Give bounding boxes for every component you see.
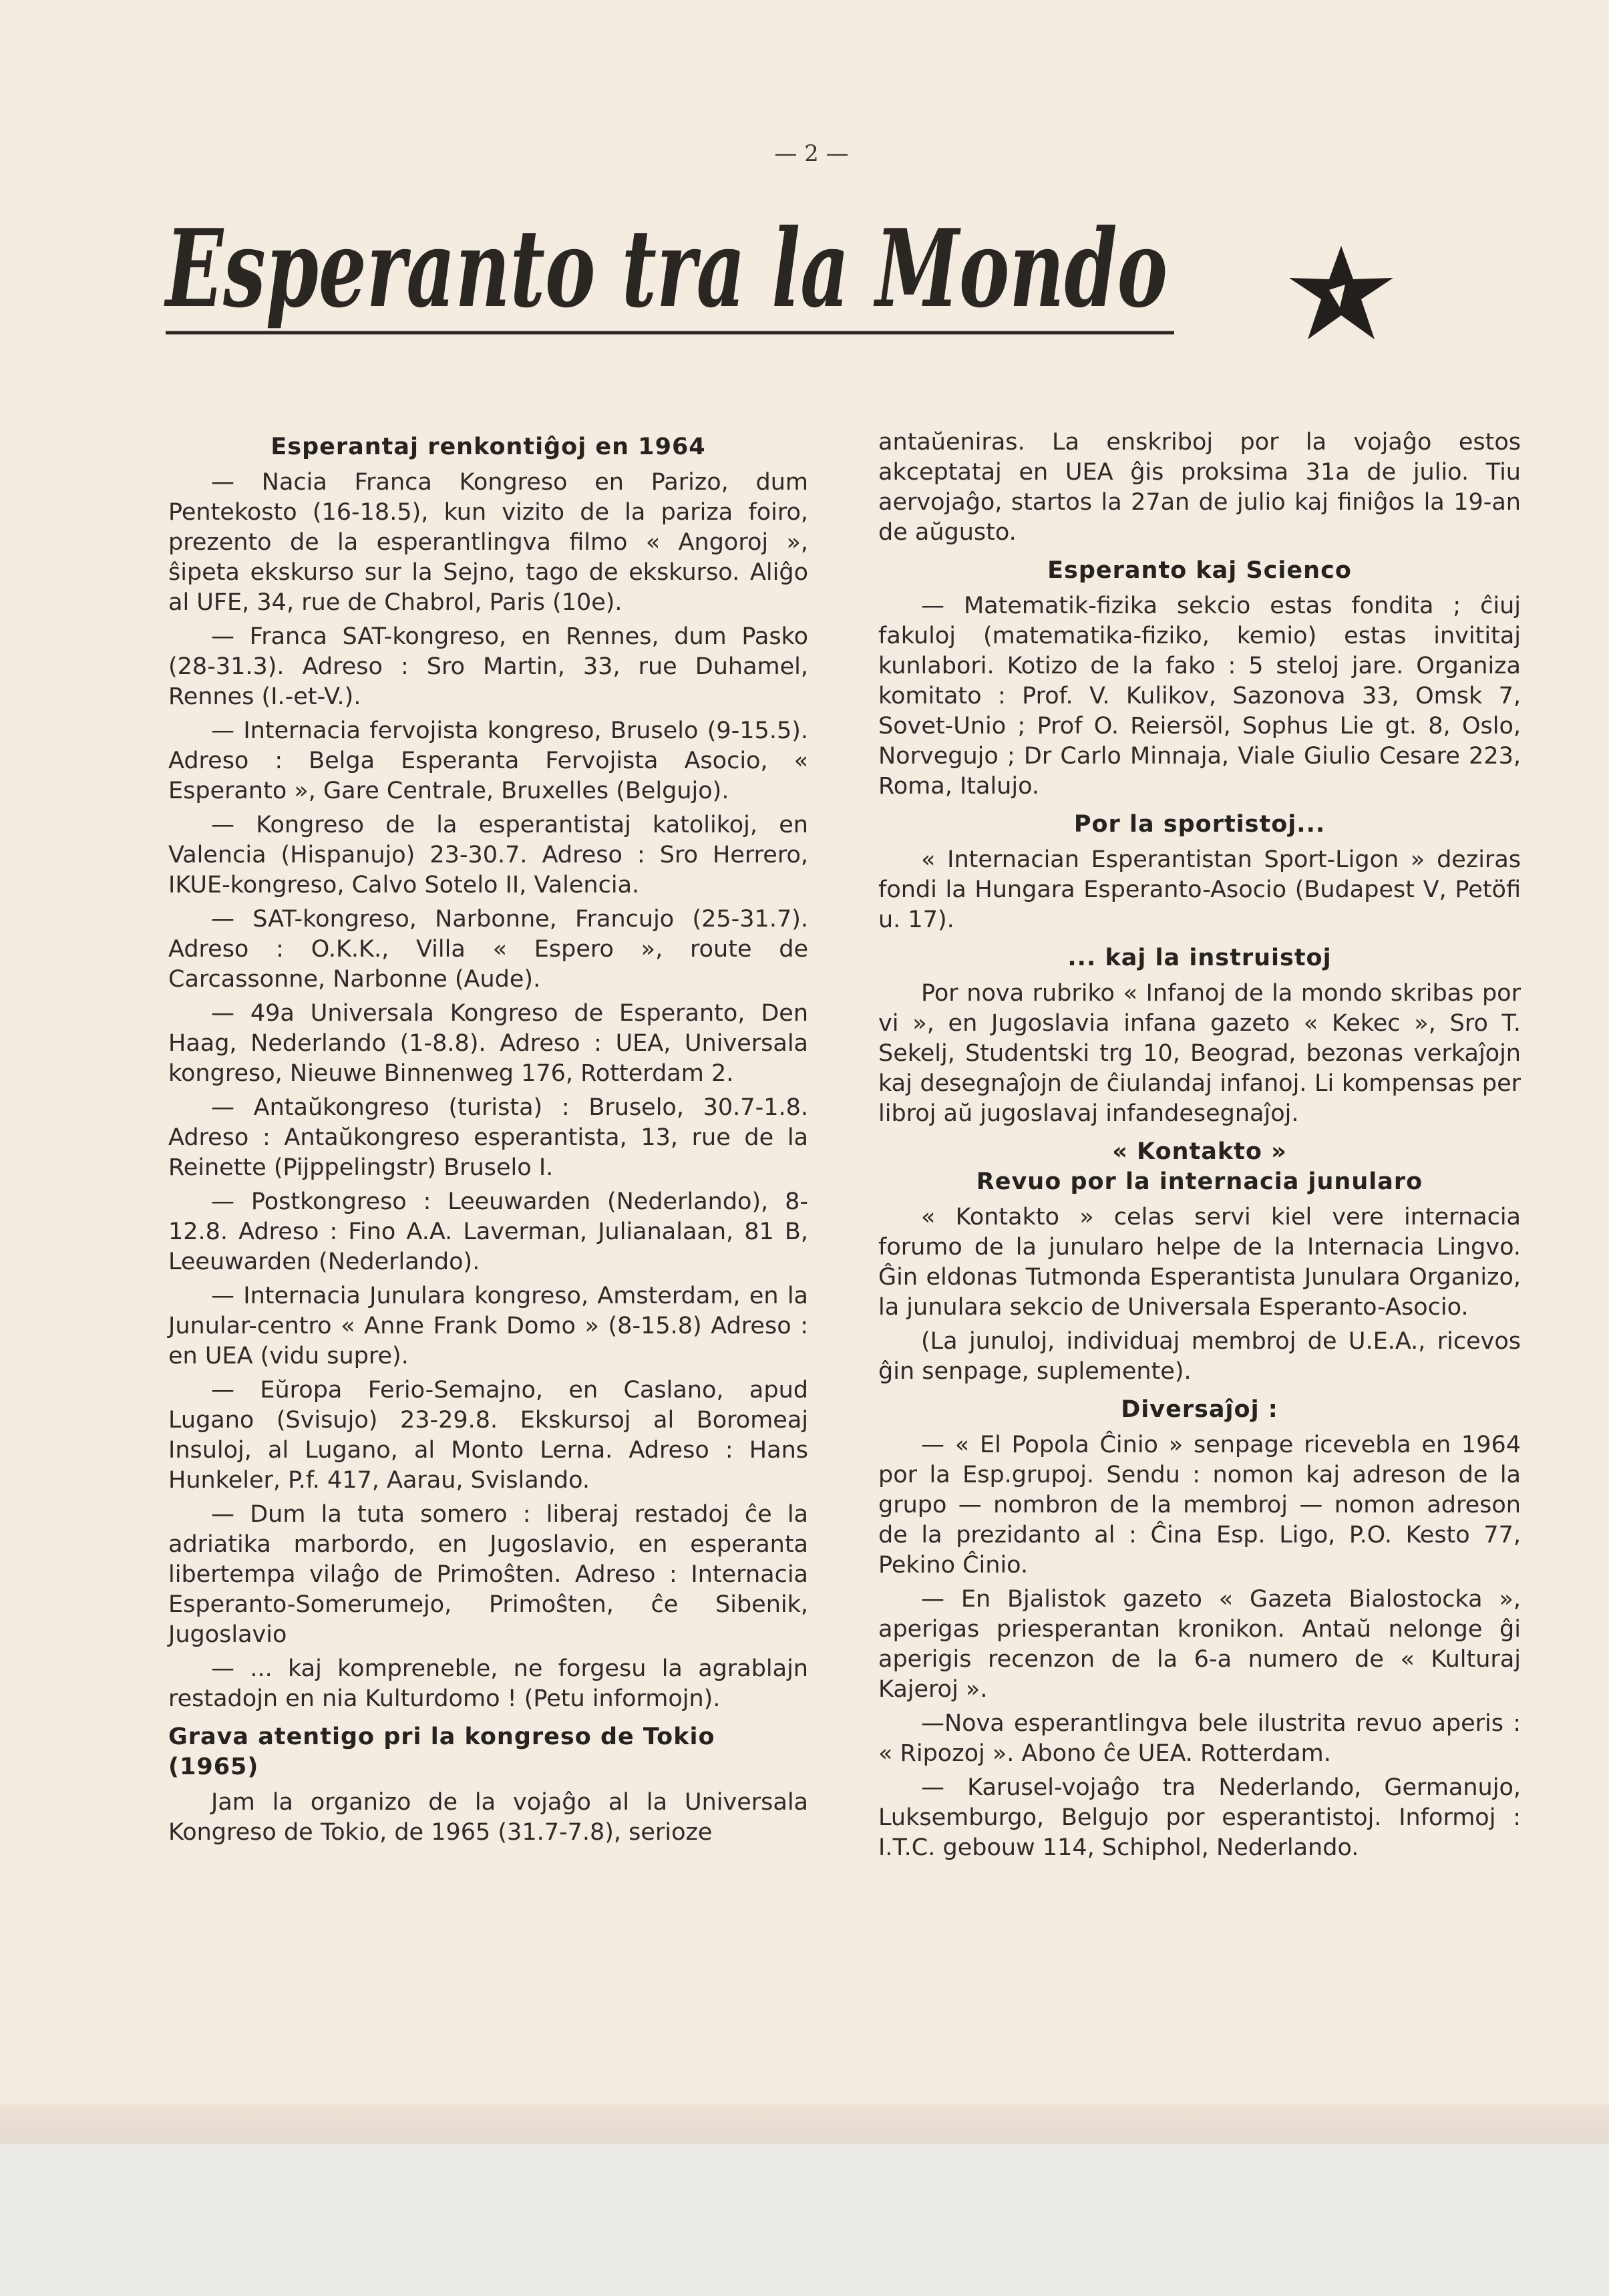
masthead bbox=[166, 200, 1181, 354]
paragraph: — Eŭropa Ferio-Semajno, en Caslano, apud Lugano (Svisujo) 23-29.8. Ekskursoj al Boromeaj Insuloj, al Lugano, al Monto Lerna. Adreso : Hans Hunkeler, P.f. 417, Aarau, Svislando. bbox=[168, 1377, 808, 1494]
section-heading: Por la sportistoj... bbox=[1073, 811, 1326, 838]
section-scienco bbox=[878, 556, 1521, 802]
masthead-title-svg bbox=[166, 200, 1181, 354]
section-heading: Grava atentigo pri la kongreso de Tokio (1965) bbox=[168, 1724, 715, 1780]
section-diversajoj bbox=[878, 1395, 1521, 1863]
paragraph: — En Bjalistok gazeto « Gazeta Bialostocka », aperigas priesperantan kronikon. Antaŭ nelonge ĝi aperigis recenzon de la 6-a numero de « Kulturaj Kajeroj ». bbox=[878, 1586, 1521, 1703]
paragraph: — Franca SAT-kongreso, en Rennes, dum Pasko (28-31.3). Adreso : Sro Martin, 33, rue Duhamel, Rennes (I.-et-V.). bbox=[168, 623, 808, 710]
left-column bbox=[168, 424, 808, 1852]
paragraph: — Matematik-fizika sekcio estas fondita ; ĉiuj fakuloj (matematika-fiziko, kemio) estas invititaj kunlabori. Kotizo de la fako : 5 steloj jare. Organiza komitato : Prof. V. Kulikov, Sazonova 33, Omsk 7, Sovet-Unio ; Prof O. Reiersöl, Sophus Lie gt. 8, Oslo, Norvegujo ; Dr Carlo Minnaja, Viale Giulio Cesare 223, Roma, Italujo. bbox=[878, 593, 1521, 800]
paragraph: « Kontakto » celas servi kiel vere internacia forumo de la junularo helpe de la Internacia Lingvo. Ĝin eldonas Tutmonda Esperantista Junulara Organizo, la junulara sekcio de Universala Esperanto-Asocio. bbox=[878, 1204, 1521, 1321]
page-edge bbox=[0, 2104, 1609, 2144]
section-heading: Diversaĵoj : bbox=[1121, 1396, 1278, 1423]
section-renkontigoj bbox=[168, 432, 808, 1714]
section-kontakto bbox=[878, 1137, 1521, 1387]
masthead-title: Esperanto tra la Mondo bbox=[164, 206, 1168, 331]
section-sportistoj bbox=[878, 810, 1521, 935]
section-heading: Esperanto kaj Scienco bbox=[1047, 557, 1352, 584]
section-continuation bbox=[878, 428, 1521, 548]
paragraph: « Internacian Esperantistan Sport-Ligon » deziras fondi la Hungara Esperanto-Asocio (Budapest V, Petöfi u. 17). bbox=[878, 846, 1521, 933]
star-icon bbox=[1281, 240, 1401, 347]
paragraph: — Dum la tuta somero : liberaj restadoj ĉe la adriatika marbordo, en Jugoslavio, en esperanta libertempa vilaĝo de Primoŝten. Adreso : Internacia Esperanto-Somerumejo, Primoŝten, ĉe Sibenik, Jugoslavio bbox=[168, 1501, 808, 1648]
paragraph: — Karusel-vojaĝo tra Nederlando, Germanujo, Luksemburgo, Belgujo por esperantistoj. Informoj : I.T.C. gebouw 114, Schiphol, Nederlando. bbox=[878, 1774, 1521, 1861]
paragraph: Por nova rubriko « Infanoj de la mondo skribas por vi », en Jugoslavia infana gazeto « Kekec », Sro T. Sekelj, Studentski trg 10, Beograd, bezonas verkaĵojn kaj desegnaĵojn de ĉiulandaj infanoj. Li kompensas per libroj aŭ jugoslavaj infandesegnaĵoj. bbox=[878, 980, 1521, 1127]
paragraph: — Kongreso de la esperantistaj katolikoj, en Valencia (Hispanujo) 23-30.7. Adreso : Sro Herrero, IKUE-kongreso, Calvo Sotelo II, Valencia. bbox=[168, 812, 808, 898]
paragraph: — 49a Universala Kongreso de Esperanto, Den Haag, Nederlando (1-8.8). Adreso : UEA, Universala kongreso, Nieuwe Binnenweg 176, Rotterdam 2. bbox=[168, 1000, 808, 1087]
paragraph: (La junuloj, individuaj membroj de U.E.A., ricevos ĝin senpage, suplemente). bbox=[878, 1328, 1521, 1385]
right-column bbox=[878, 428, 1521, 1867]
paragraph: — Antaŭkongreso (turista) : Bruselo, 30.7-1.8. Adreso : Antaŭkongreso esperantista, 13, rue de la Reinette (Pijppelingstr) Bruselo I. bbox=[168, 1094, 808, 1181]
paragraph: — SAT-kongreso, Narbonne, Francujo (25-31.7). Adreso : O.K.K., Villa « Espero », route de Carcassonne, Narbonne (Aude). bbox=[168, 906, 808, 993]
paragraph: — Internacia Junulara kongreso, Amsterdam, en la Junular-centro « Anne Frank Domo » (8-15.8) Adreso : en UEA (vidu supre). bbox=[168, 1283, 808, 1369]
section-tokio bbox=[168, 1722, 808, 1848]
paragraph: — ... kaj kompreneble, ne forgesu la agrablajn restadojn en nia Kulturdomo ! (Petu informojn). bbox=[168, 1655, 808, 1712]
paragraph: — Nacia Franca Kongreso en Parizo, dum Pentekosto (16-18.5), kun vizito de la pariza foiro, prezento de la esperantlingva filmo « Angoroj », ŝipeta ekskurso sur la Sejno, tago de ekskurso. Aliĝo al UFE, 34, rue de Chabrol, Paris (10e). bbox=[168, 469, 808, 616]
paragraph: —Nova esperantlingva bele ilustrita revuo aperis : « Ripozoj ». Abono ĉe UEA. Rotterdam. bbox=[878, 1710, 1521, 1767]
paragraph: — « El Popola Ĉinio » senpage ricevebla en 1964 por la Esp.grupoj. Sendu : nomon kaj adreson de la grupo — nombron de la membroj — nomon adreson de la prezidanto al : Ĉina Esp. Ligo, P.O. Kesto 77, Pekino Ĉinio. bbox=[878, 1432, 1521, 1579]
page-number: — 2 — bbox=[774, 140, 849, 167]
scan-background bbox=[0, 2144, 1609, 2296]
paragraph: Jam la organizo de la vojaĝo al la Universala Kongreso de Tokio, de 1965 (31.7-7.8), serioze bbox=[168, 1789, 808, 1846]
paragraph: antaŭeniras. La enskriboj por la vojaĝo estos akceptataj en UEA ĝis proksima 31a de julio. Tiu aervojaĝo, startos la 27an de julio kaj finiĝos la 19-an de aŭgusto. bbox=[878, 429, 1521, 546]
paragraph: — Postkongreso : Leeuwarden (Nederlando), 8-12.8. Adreso : Fino A.A. Laverman, Julianalaan, 81 B, Leeuwarden (Nederlando). bbox=[168, 1188, 808, 1275]
section-heading: Esperantaj renkontiĝoj en 1964 bbox=[271, 434, 706, 460]
section-heading: « Kontakto » Revuo por la internacia junularo bbox=[976, 1138, 1423, 1195]
section-instruistoj bbox=[878, 943, 1521, 1129]
section-heading: ... kaj la instruistoj bbox=[1067, 945, 1332, 971]
paragraph: — Internacia fervojista kongreso, Bruselo (9-15.5). Adreso : Belga Esperanta Fervojista Asocio, « Esperanto », Gare Centrale, Bruxelles (Belgujo). bbox=[168, 717, 808, 804]
